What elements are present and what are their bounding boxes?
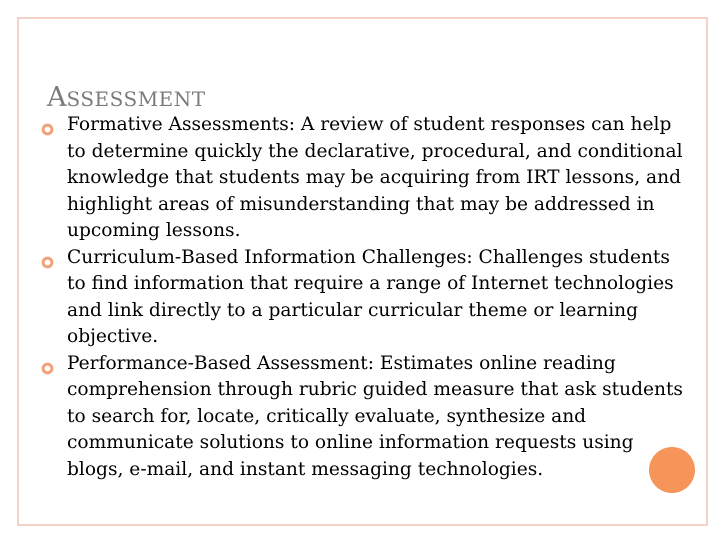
- hollow-circle-bullet-icon: [41, 251, 54, 264]
- bullet-text: Curriculum-Based Information Challenges: Challenges students to find information that require a range of Internet technologies and link directly to a particular curricular theme or learning objective.: [67, 246, 674, 347]
- bullet-item: [40, 245, 690, 351]
- bullet-list: [40, 112, 690, 483]
- slide-title: [47, 79, 206, 111]
- hollow-circle-bullet-icon: [41, 118, 54, 131]
- bullet-item: [40, 112, 690, 245]
- hollow-circle-bullet-icon: [41, 357, 54, 370]
- title-rest: SSESSMENT: [66, 87, 206, 111]
- title-first-letter: A: [47, 82, 67, 113]
- bullet-text: Formative Assessments: A review of student responses can help to determine quickly the declarative, procedural, and conditional knowledge that students may be acquiring from IRT lessons, and highlight areas of misunderstanding that may be addressed in upcoming lessons.: [67, 114, 683, 241]
- bullet-item: [40, 351, 690, 484]
- orange-circle-decoration: [649, 447, 695, 493]
- bullet-text: Performance-Based Assessment: Estimates online reading comprehension through rubric guided measure that ask students to search for, locate, critically evaluate, synthesize and communicate solutions to online information requests using blogs, e-mail, and instant messaging technologies.: [67, 352, 683, 480]
